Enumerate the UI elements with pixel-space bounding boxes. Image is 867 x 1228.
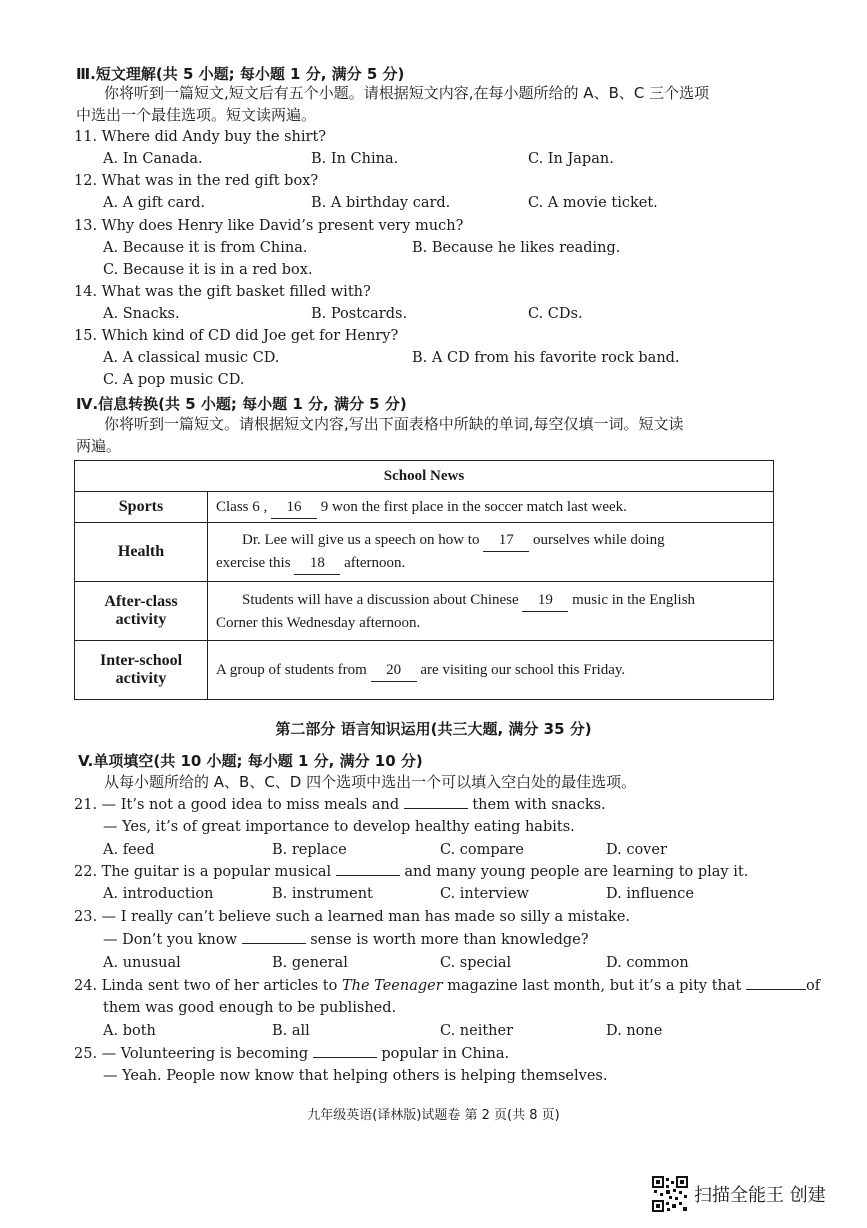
text: Students will have a discussion about Chinese [242,591,519,608]
option-c: C. neither [440,1023,514,1039]
text: — It’s not a good idea to miss meals and [101,797,400,813]
text: 9 won the first place in the soccer match last week. [320,498,627,515]
section-5-instruction: 从每小题所给的 A、B、C、D 四个选项中选出一个可以填入空白处的最佳选项。 [104,773,637,791]
watermark-text: 扫描全能王 创建 [694,1185,826,1206]
text: music in the English [572,591,696,608]
option-b: B. A birthday card. [311,195,451,211]
text: — I really can’t believe such a learned man has made so silly a mistake. [101,909,631,925]
text: magazine last month, but it’s a pity that [447,978,742,994]
question-23 [74,909,630,925]
school-news-table [74,460,774,700]
text: The guitar is a popular musical [101,864,332,880]
page-footer: 九年级英语(译林版)试题卷 第 2 页(共 8 页) [307,1108,560,1123]
answer-blank[interactable] [746,989,806,990]
question-14 [74,284,371,300]
option-c: C. A movie ticket. [528,195,658,211]
option-d: D. influence [606,886,694,902]
option-c: C. A pop music CD. [103,372,245,388]
section-4-title: Ⅳ.信息转换(共 5 小题; 每小题 1 分, 满分 5 分) [76,395,407,413]
magazine-title: The Teenager [341,978,443,994]
table-header: School News [75,461,774,492]
question-text: Which kind of CD did Joe get for Henry? [101,328,399,344]
question-25-line2: — Yeah. People now know that helping others is helping themselves. [103,1068,608,1084]
question-number: 11. [74,129,98,145]
text: Corner this Wednesday afternoon. [216,614,421,631]
option-b: B. Postcards. [311,306,408,322]
text: popular in China. [381,1046,510,1062]
option-c: C. CDs. [528,306,583,322]
option-a: A. unusual [103,955,181,971]
question-23-line2 [103,932,589,948]
text: are visiting our school this Friday. [420,661,626,678]
option-b: B. all [272,1023,310,1039]
section-3-instruction-line1: 你将听到一篇短文,短文后有五个小题。请根据短文内容,在每小题所给的 A、B、C 三个选项 [104,84,710,102]
option-c: C. In Japan. [528,151,614,167]
option-a: A. both [103,1023,156,1039]
row-label-inter-school [75,641,208,700]
text: and many young people are learning to play it. [404,864,749,880]
option-a: A. introduction [103,886,214,902]
scanner-watermark [652,1176,826,1212]
question-text: Where did Andy buy the shirt? [101,129,327,145]
question-13 [74,218,463,234]
question-number: 24. [74,978,98,994]
text: Dr. Lee will give us a speech on how to [242,532,480,548]
text: of [805,978,821,994]
table-row [75,492,774,523]
label-line: activity [115,611,167,628]
option-b: B. Because he likes reading. [412,240,621,256]
section-4-instruction-line1: 你将听到一篇短文。请根据短文内容,写出下面表格中所缺的单词,每空仅填一词。短文读 [104,415,684,433]
question-text: What was the gift basket filled with? [101,284,371,300]
question-number: 22. [74,864,98,880]
option-d: D. cover [606,842,667,858]
question-22 [74,864,748,880]
option-a: A. Because it is from China. [103,240,308,256]
question-number: 13. [74,218,98,234]
option-a: A. Snacks. [103,306,180,322]
answer-blank[interactable] [313,1057,377,1058]
option-b: B. A CD from his favorite rock band. [412,350,680,366]
option-c: C. Because it is in a red box. [103,262,313,278]
option-b: B. general [272,955,348,971]
question-number: 21. [74,797,98,813]
text: A group of students from [216,661,367,678]
section-3-title: Ⅲ.短文理解(共 5 小题; 每小题 1 分, 满分 5 分) [76,65,405,83]
text: — Volunteering is becoming [101,1046,309,1062]
question-number: 23. [74,909,98,925]
row-label-sports: Sports [75,492,208,523]
answer-blank[interactable] [242,943,306,944]
question-number: 15. [74,328,98,344]
question-25 [74,1046,509,1062]
blank-20[interactable]: 20 [371,659,417,682]
option-b: B. replace [272,842,347,858]
section-4-instruction-line2: 两遍。 [76,437,122,455]
text: Class 6 , [216,498,268,515]
label-line: Inter-school [99,652,183,669]
text: — Don’t you know [103,932,237,948]
blank-19[interactable]: 19 [522,589,568,612]
answer-blank[interactable] [336,875,400,876]
blank-17[interactable]: 17 [483,529,529,552]
option-c: C. interview [440,886,529,902]
option-c: C. special [440,955,512,971]
question-24 [74,978,820,994]
table-row [75,641,774,700]
option-c: C. compare [440,842,524,858]
text: them with snacks. [472,797,606,813]
section-5-title: V.单项填空(共 10 小题; 每小题 1 分, 满分 10 分) [78,752,423,770]
text: ourselves while doing [532,532,665,548]
row-content-sports [208,492,774,523]
question-number: 14. [74,284,98,300]
option-a: A. In Canada. [103,151,203,167]
text: exercise this [216,555,291,571]
question-21 [74,797,606,813]
question-15 [74,328,398,344]
text: afternoon. [344,555,406,571]
question-12 [74,173,318,189]
row-content-after-class [208,582,774,641]
text: sense is worth more than knowledge? [310,932,589,948]
option-b: B. In China. [311,151,399,167]
option-d: D. none [606,1023,663,1039]
question-number: 25. [74,1046,98,1062]
question-21-line2: — Yes, it’s of great importance to develop healthy eating habits. [103,819,575,835]
row-label-after-class [75,582,208,641]
blank-18[interactable]: 18 [294,552,340,575]
option-a: A. A gift card. [103,195,206,211]
answer-blank[interactable] [404,808,468,809]
question-number: 12. [74,173,98,189]
blank-16[interactable]: 16 [271,496,317,519]
question-text: What was in the red gift box? [101,173,319,189]
question-24-line2: them was good enough to be published. [103,1000,397,1016]
text: Linda sent two of her articles to [101,978,338,994]
qr-code-icon [652,1176,688,1212]
section-3-instruction-line2: 中选出一个最佳选项。短文读两遍。 [76,106,317,124]
part-2-title: 第二部分 语言知识运用(共三大题, 满分 35 分) [275,720,592,738]
table-row [75,582,774,641]
label-line: After-class [104,593,178,610]
table-row [75,523,774,582]
question-11 [74,129,326,145]
row-label-health: Health [75,523,208,582]
row-content-inter-school [208,641,774,700]
row-content-health [208,523,774,582]
option-b: B. instrument [272,886,373,902]
option-a: A. feed [103,842,155,858]
question-text: Why does Henry like David’s present very much? [101,218,464,234]
option-d: D. common [606,955,689,971]
label-line: activity [115,670,167,687]
option-a: A. A classical music CD. [103,350,280,366]
